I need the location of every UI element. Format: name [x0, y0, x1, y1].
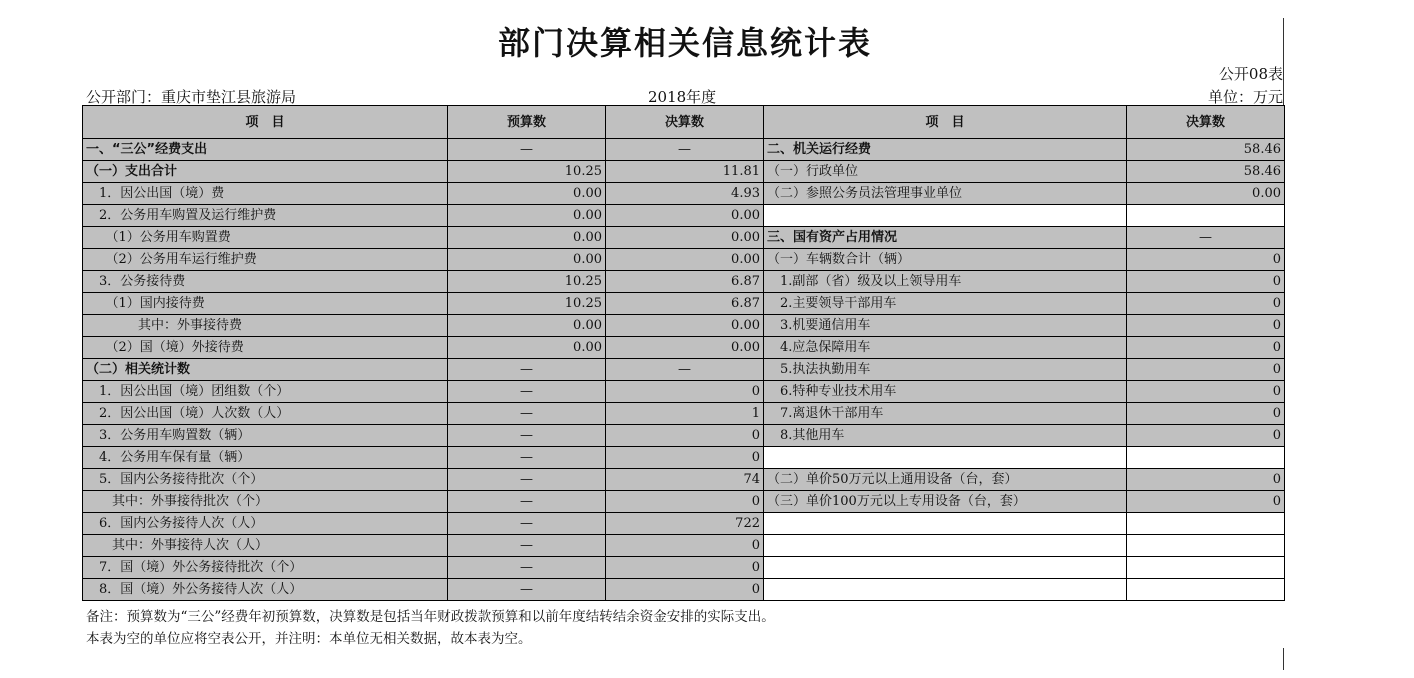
item-right: （二）参照公务员法管理事业单位	[764, 183, 1127, 205]
header-item-left: 项 目	[83, 106, 448, 139]
final-value-right	[1127, 513, 1285, 535]
note-line-1: 备注：预算数为“三公”经费年初预算数，决算数是包括当年财政拨款预算和以前年度结转结余资金安排的实际支出。	[86, 609, 775, 625]
item-left: 其中：外事接待费	[83, 315, 448, 337]
budget-value: 0.00	[448, 205, 606, 227]
item-right: 2.主要领导干部用车	[764, 293, 1127, 315]
budget-value: 10.25	[448, 293, 606, 315]
final-value-right	[1127, 557, 1285, 579]
item-left: 7．国（境）外公务接待批次（个）	[83, 557, 448, 579]
final-value-right: 0	[1127, 381, 1285, 403]
table-row	[83, 513, 1285, 535]
final-value-left: —	[606, 139, 764, 161]
final-value-left: 0.00	[606, 315, 764, 337]
item-right	[764, 205, 1127, 227]
budget-value: —	[448, 557, 606, 579]
item-left: 3．公务接待费	[83, 271, 448, 293]
table-row	[83, 359, 1285, 381]
item-left: 5．国内公务接待批次（个）	[83, 469, 448, 491]
table-row	[83, 491, 1285, 513]
item-right: 3.机要通信用车	[764, 315, 1127, 337]
item-left: 2．公务用车购置及运行维护费	[83, 205, 448, 227]
final-value-left: —	[606, 359, 764, 381]
item-right: 5.执法执勤用车	[764, 359, 1127, 381]
table-row	[83, 381, 1285, 403]
item-right: 6.特种专业技术用车	[764, 381, 1127, 403]
header-item-right: 项 目	[764, 106, 1127, 139]
final-value-right: 0	[1127, 403, 1285, 425]
final-value-right: 0	[1127, 469, 1285, 491]
table-row	[83, 579, 1285, 601]
budget-value: —	[448, 491, 606, 513]
table-row	[83, 205, 1285, 227]
table-row	[83, 139, 1285, 161]
unit-label: 单位：万元	[1207, 88, 1283, 106]
item-right	[764, 535, 1127, 557]
notes	[86, 606, 775, 650]
table-row	[83, 161, 1285, 183]
final-value-right	[1127, 535, 1285, 557]
department-label: 公开部门：重庆市垫江县旅游局	[86, 88, 297, 106]
table-row	[83, 535, 1285, 557]
budget-value: —	[448, 447, 606, 469]
item-right: 1.副部（省）级及以上领导用车	[764, 271, 1127, 293]
item-left: 1．因公出国（境）费	[83, 183, 448, 205]
final-value-right: 0	[1127, 491, 1285, 513]
budget-value: 0.00	[448, 227, 606, 249]
table-row	[83, 315, 1285, 337]
item-left: 其中：外事接待人次（人）	[83, 535, 448, 557]
final-value-left: 0	[606, 491, 764, 513]
table-row	[83, 183, 1285, 205]
budget-value: 10.25	[448, 271, 606, 293]
table-row	[83, 557, 1285, 579]
item-left: （1）公务用车购置费	[83, 227, 448, 249]
statistics-table	[82, 105, 1285, 601]
item-left: 1．因公出国（境）团组数（个）	[83, 381, 448, 403]
item-left: （2）公务用车运行维护费	[83, 249, 448, 271]
item-right	[764, 557, 1127, 579]
final-value-right: 0	[1127, 337, 1285, 359]
final-value-left: 0	[606, 579, 764, 601]
table-row	[83, 447, 1285, 469]
final-value-left: 0	[606, 425, 764, 447]
final-value-left: 74	[606, 469, 764, 491]
item-left: （2）国（境）外接待费	[83, 337, 448, 359]
item-right: 8.其他用车	[764, 425, 1127, 447]
final-value-left: 0	[606, 381, 764, 403]
item-right: （一）车辆数合计（辆）	[764, 249, 1127, 271]
item-left: 6．国内公务接待人次（人）	[83, 513, 448, 535]
item-right: 三、国有资产占用情况	[764, 227, 1127, 249]
table-row	[83, 249, 1285, 271]
item-right: 7.离退休干部用车	[764, 403, 1127, 425]
budget-value: —	[448, 535, 606, 557]
final-value-right: 0	[1127, 293, 1285, 315]
final-value-left: 0.00	[606, 337, 764, 359]
budget-value: 0.00	[448, 183, 606, 205]
final-value-right: 0.00	[1127, 183, 1285, 205]
item-right	[764, 579, 1127, 601]
item-left: 一、“三公”经费支出	[83, 139, 448, 161]
form-number: 公开08表	[1218, 65, 1283, 83]
final-value-left: 6.87	[606, 271, 764, 293]
item-left: 4．公务用车保有量（辆）	[83, 447, 448, 469]
final-value-left: 11.81	[606, 161, 764, 183]
item-left: 8．国（境）外公务接待人次（人）	[83, 579, 448, 601]
final-value-right: 0	[1127, 249, 1285, 271]
budget-value: —	[448, 579, 606, 601]
table-row	[83, 293, 1285, 315]
budget-value: —	[448, 381, 606, 403]
header-budget: 预算数	[448, 106, 606, 139]
budget-value: 0.00	[448, 315, 606, 337]
table-row	[83, 403, 1285, 425]
final-value-left: 0.00	[606, 227, 764, 249]
final-value-left: 722	[606, 513, 764, 535]
budget-value: —	[448, 403, 606, 425]
item-left: 3．公务用车购置数（辆）	[83, 425, 448, 447]
item-right: （三）单价100万元以上专用设备（台，套）	[764, 491, 1127, 513]
final-value-right: 58.46	[1127, 139, 1285, 161]
table-row	[83, 337, 1285, 359]
final-value-left: 4.93	[606, 183, 764, 205]
item-left: （一）支出合计	[83, 161, 448, 183]
table-header-row	[83, 106, 1285, 139]
final-value-right: 0	[1127, 315, 1285, 337]
table-row	[83, 425, 1285, 447]
budget-value: 10.25	[448, 161, 606, 183]
final-value-right	[1127, 447, 1285, 469]
item-left: 其中：外事接待批次（个）	[83, 491, 448, 513]
budget-value: —	[448, 469, 606, 491]
item-left: （二）相关统计数	[83, 359, 448, 381]
item-right: （二）单价50万元以上通用设备（台，套）	[764, 469, 1127, 491]
page-title: 部门决算相关信息统计表	[497, 24, 872, 62]
final-value-right	[1127, 205, 1285, 227]
table-row	[83, 227, 1285, 249]
final-value-left: 0	[606, 557, 764, 579]
item-right	[764, 513, 1127, 535]
item-left: 2．因公出国（境）人次数（人）	[83, 403, 448, 425]
final-value-right: 0	[1127, 271, 1285, 293]
budget-value: 0.00	[448, 249, 606, 271]
budget-value: —	[448, 359, 606, 381]
note-line-2: 本表为空的单位应将空表公开，并注明：本单位无相关数据，故本表为空。	[86, 631, 532, 647]
final-value-left: 1	[606, 403, 764, 425]
final-value-right: 58.46	[1127, 161, 1285, 183]
budget-value: —	[448, 139, 606, 161]
item-right: 二、机关运行经费	[764, 139, 1127, 161]
final-value-left: 0.00	[606, 249, 764, 271]
final-value-right: 0	[1127, 425, 1285, 447]
final-value-left: 0	[606, 535, 764, 557]
final-value-left: 0.00	[606, 205, 764, 227]
header-final-right: 决算数	[1127, 106, 1285, 139]
budget-value: —	[448, 425, 606, 447]
right-border-line-bottom	[1283, 648, 1284, 670]
budget-value: —	[448, 513, 606, 535]
header-final-left: 决算数	[606, 106, 764, 139]
item-right: （一）行政单位	[764, 161, 1127, 183]
item-left: （1）国内接待费	[83, 293, 448, 315]
final-value-left: 0	[606, 447, 764, 469]
item-right: 4.应急保障用车	[764, 337, 1127, 359]
final-value-left: 6.87	[606, 293, 764, 315]
table-row	[83, 271, 1285, 293]
item-right	[764, 447, 1127, 469]
final-value-right	[1127, 579, 1285, 601]
final-value-right: —	[1127, 227, 1285, 249]
table-row	[83, 469, 1285, 491]
budget-value: 0.00	[448, 337, 606, 359]
final-value-right: 0	[1127, 359, 1285, 381]
fiscal-year: 2018年度	[648, 88, 717, 106]
